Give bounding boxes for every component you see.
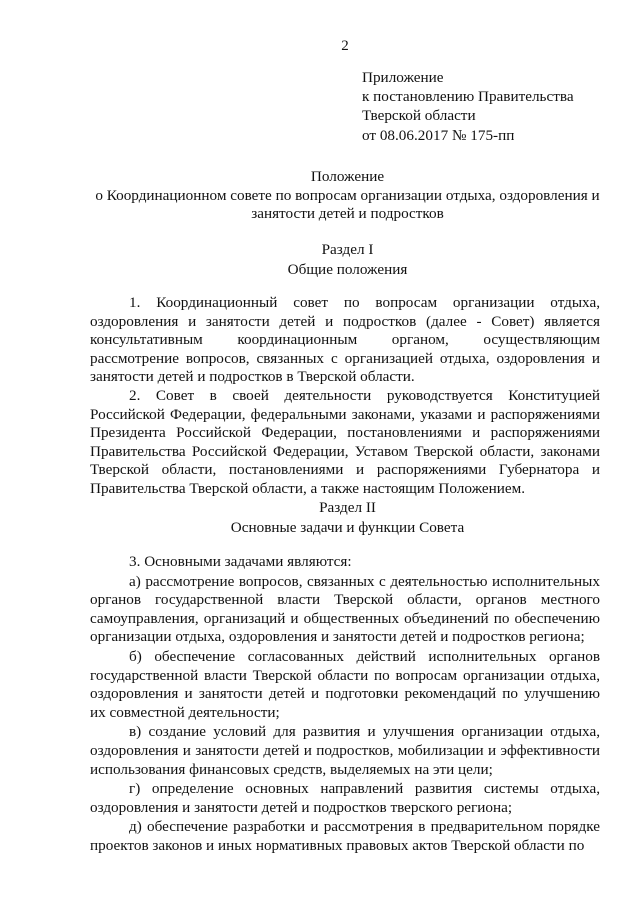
section-1-body bbox=[90, 294, 600, 499]
paragraph: 3. Основными задачами являются: bbox=[129, 553, 352, 570]
list-item: г) определение основных направлений развития системы отдыха, оздоровления и занятости детей и подростков тверского региона; bbox=[90, 780, 600, 816]
paragraph: 1. Координационный совет по вопросам организации отдыха, оздоровления и занятости детей и подростков (далее - Совет) является консультативным координационным органом, осуществляющим рассмотрение вопросов, связанных с организацией отдыха, оздоровления и занятости детей и подростков в Тверской области. bbox=[90, 294, 600, 386]
section-title: Основные задачи и функции Совета bbox=[230, 519, 465, 536]
appendix-header bbox=[362, 68, 574, 145]
section-1-heading bbox=[90, 240, 605, 280]
list-item: д) обеспечение разработки и рассмотрения в предварительном порядке проектов законов и иных нормативных правовых актов Тверской области по bbox=[90, 818, 600, 854]
title-line: занятости детей и подростков bbox=[251, 205, 444, 222]
title-line: Положение bbox=[310, 168, 385, 185]
paragraph: 2. Совет в своей деятельности руководствуется Конституцией Российской Федерации, федеральными законами, указами и распоряжениями Президента Российской Федерации, постановлениями и распоряжениями Правительства Российской Федерации, Уставом Тверской области, законами Тверской области, постановлениями и распоряжениями Губернатора и Правительства Тверской области, а также настоящим Положением. bbox=[90, 386, 600, 497]
appendix-line: к постановлению Правительства bbox=[362, 88, 574, 106]
appendix-date-number: от 08.06.2017 № 175-пп bbox=[362, 126, 515, 144]
section-number: Раздел II bbox=[319, 499, 376, 516]
document-title bbox=[90, 168, 605, 224]
list-item: б) обеспечение согласованных действий исполнительных органов государственной власти Тверской области по вопросам организации отдыха, оздоровления и занятости детей и подготовки рекомендаций по улучшению их совместной деятельности; bbox=[90, 647, 600, 721]
list-item: а) рассмотрение вопросов, связанных с деятельностью исполнительных органов государственной власти Тверской области, органов местного самоуправления, организаций и общественных объединений по обеспечению организации отдыха, оздоровления и занятости детей и подростков региона; bbox=[90, 572, 600, 646]
list-item: в) создание условий для развития и улучшения организации отдыха, оздоровления и занятости детей и подростков, мобилизации и эффективности использования финансовых средств, выделяемых на эти цели; bbox=[90, 723, 600, 778]
section-number: Раздел I bbox=[321, 241, 374, 258]
section-title: Общие положения bbox=[287, 261, 408, 278]
appendix-line: Тверской области bbox=[362, 107, 476, 125]
appendix-line: Приложение bbox=[362, 69, 444, 86]
page-number: 2 bbox=[341, 38, 349, 54]
title-line: о Координационном совете по вопросам организации отдыха, оздоровления и bbox=[95, 186, 600, 204]
section-2-heading bbox=[90, 498, 605, 538]
section-2-body bbox=[90, 553, 600, 856]
